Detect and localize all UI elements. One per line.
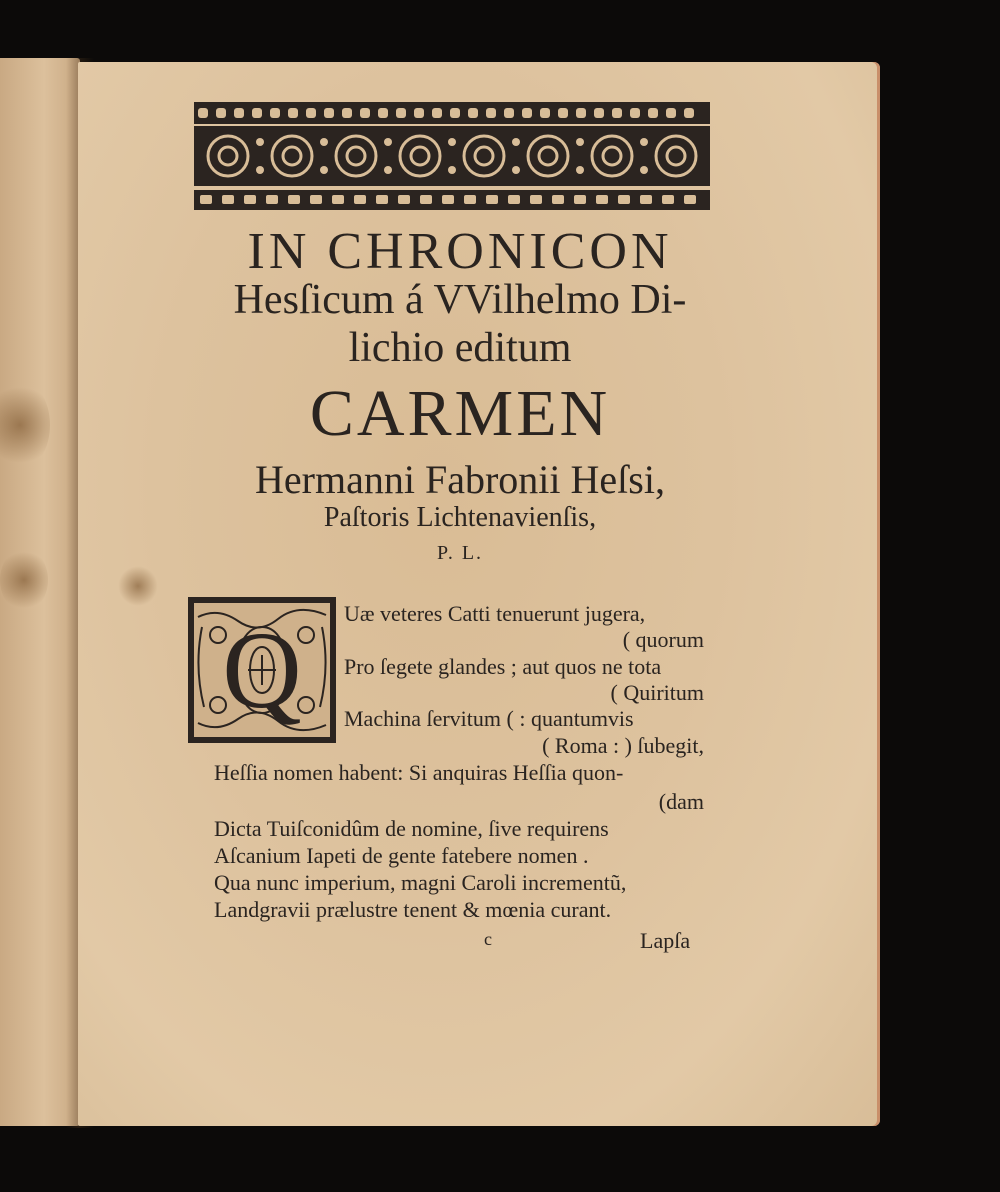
initial-letter: Q [222,609,302,731]
verse-line: Dicta Tuiſconidûm de nomine, ſive requirens [214,816,609,841]
verse-line: Landgravii prælustre tenent & mœnia curant. [214,897,612,922]
verse-line: Uæ veteres Catti tenuerunt jugera, [344,601,646,626]
stain-mark [118,566,158,606]
author-office: Paſtoris Lichtenavienſis, [323,502,597,533]
stain-mark [0,548,48,612]
title-subline: lichio editum [348,325,572,371]
catchword: Lapſa [640,928,691,953]
title-subline: Hesſicum á VVilhelmo Di- [233,277,687,323]
title-carmen: CARMEN [309,377,611,450]
verse-line: Heſſia nomen habent: Si anquiras Heſſia quon- [214,760,624,785]
verse-line: Machina ſervitum ( : quantumvis [344,706,634,731]
signature-mark: c [484,929,492,949]
verse-line: Pro ſegete glandes ; aut quos ne tota [344,654,662,679]
title-main: IN CHRONICON [247,223,673,280]
verse-continuation: (dam [658,789,704,814]
verse-line: Qua nunc imperium, magni Caroli incrementũ, [214,870,627,895]
author-initials: P. L. [436,542,484,564]
verse-continuation: ( Roma : ) ſubegit, [542,733,704,758]
verse-line: Aſcanium Iapeti de gente fatebere nomen . [214,843,589,868]
ornamental-headpiece [194,102,710,210]
decorated-initial [188,597,336,743]
author-name: Hermanni Fabronii Heſsi, [255,457,665,502]
verse-continuation: ( quorum [622,627,704,652]
verse-continuation: ( Quiritum [610,680,704,705]
